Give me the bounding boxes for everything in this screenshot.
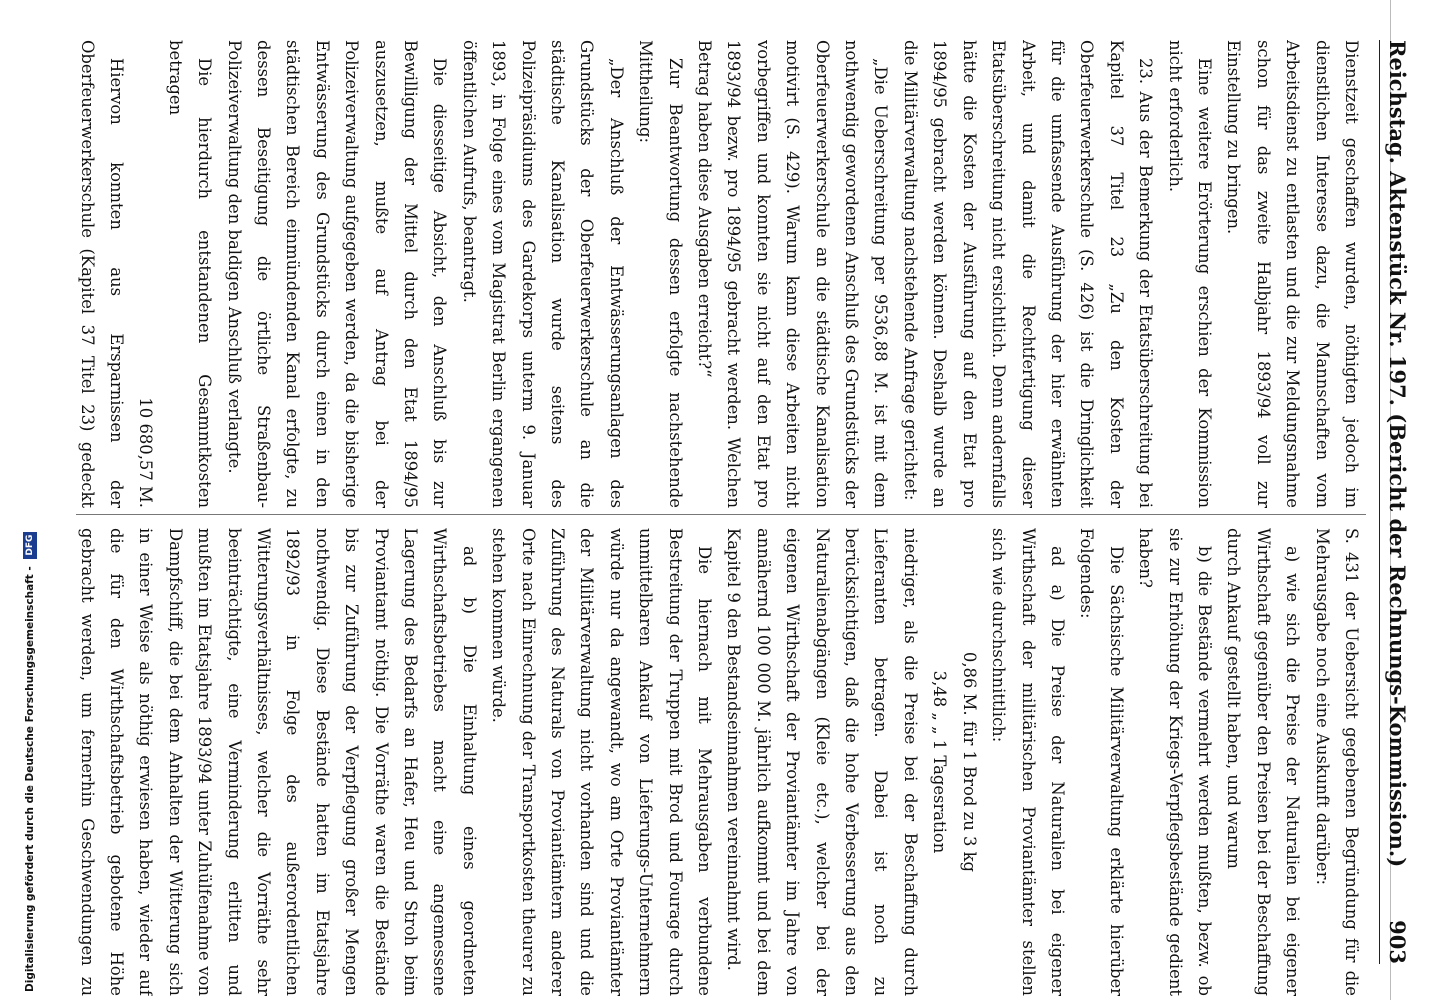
paragraph: Eine weitere Erörterung erschien der Kommission nicht erforderlich. — [1165, 40, 1214, 508]
paragraph: Dienstzeit geschaffen wurden, nöthigten jedoch im dienstlichen Interesse dazu, die Mannschaften vom Arbeitsdienst zu entlasten und die zur Meldungsnahme schon für das zweite Halbjahr 1893/94 voll zur Einstellung zu bringen. — [1224, 40, 1361, 508]
paragraph: 23. Aus der Bemerkung der Etatsüberschreitung bei Kapitel 37 Titel 23 „Zu den Kosten der Oberfeuerwerkerschule (S. 426) ist die Dringlichkeit für die umfassende Ausführung der hier erwähnten Arbeit, und damit die Rechtfertigung dieser Etatsüberschreitung nicht ersichtlich. Denn andernfalls hätte die Kosten der Ausführung auf den Etat pro 1894/95 gebracht werden können. Deshalb wurde an die Militärverwaltung nachstehende Anfrage gerichtet: — [900, 40, 1156, 508]
left-column — [66, 40, 1366, 508]
paragraph: Die Sächsische Militärverwaltung erklärte hierüber Folgendes: — [1077, 528, 1126, 996]
running-head-title: Reichstag. Aktenstück Nr. 197. (Bericht der Rechnungs-Kommission.) — [1385, 40, 1410, 868]
paragraph: ad b) Die Einhaltung eines geordneten Wirthschaftsbetriebes macht eine angemessene Lagerung des Bedarfs an Hafer, Heu und Stroh beim Proviantamt nöthig. Die Vorräthe waren die Bestände bis zur Zuführung der Verpflegung großer Mengen nothwendig. Diese Bestände hatten im Etatsjahre 1892/93 in Folge des außerordentlichen Witterungsverhältnisses, welcher die Vorräthe sehr beeinträchtigte, eine Verminderung erlitten und mußten im Etatsjahre 1893/94 unter Zuhülfenahme von Dampfschiff, die bei dem Anhalten der Witterung sich in einer Weise als nöthig erwiesen haben, wieder auf die für den Wirthschaftsbetrieb gebotene Höhe gebracht werden, um fernerhin Geschwendungen zu — [77, 528, 479, 996]
quoted-paragraph: „Die Ueberschreitung per 9536,88 M. ist mit dem nothwendig gewordenen Anschluß des Grundstücks der Oberfeuerwerkerschule an die städtische Kanalisation motivirt (S. 429). Warum kann diese Arbeiten nicht vorbegriffen und konnten sie nicht auf den Etat pro 1893/94 bezw. pro 1894/95 gebracht werden. Welchen Betrag haben diese Ausgaben erreicht?“ — [695, 40, 891, 508]
dfg-logo: DFG — [23, 532, 37, 559]
paragraph: Zur Beantwortung dessen erfolgte nachstehende Mittheilung: — [636, 40, 685, 508]
paragraph: Die diesseitige Absicht, den Anschluß bis zur Bewilligung der Mittel durch den Etat 1894/95 auszusetzen, mußte auf Antrag bei der Polizeiverwaltung aufgegeben werden, da die bisherige Entwässerung des Grundstücks durch einen in den städtischen Bereich einmündenden Kanal erfolgte, zu dessen Beseitigung die örtliche Straßenbau-Polizeiverwaltung den baldigen Anschluß verlangte. — [224, 40, 450, 508]
digitization-text: Digitalisierung gefördert durch die Deutsche Forschungsgemeinschaft - — [24, 566, 36, 992]
running-head — [1379, 40, 1414, 964]
amount-row-total — [131, 40, 160, 508]
paragraph: ad a) Die Preise der Naturalien bei eigener Wirthschaft der militärischen Proviantämter stellen sich wie durchschnittlich: — [989, 528, 1067, 996]
page-number: 903 — [1385, 920, 1410, 964]
right-column — [66, 528, 1366, 996]
paragraph: Hiervon konnten aus Ersparnissen der Oberfeuerwerkerschule (Kapitel 37 Titel 23) gedeckt — [77, 40, 126, 508]
price-line: 3,48 „ „ 1 Tagesration — [930, 670, 950, 854]
quoted-paragraph: „Der Anschluß der Entwässerungsanlagen des Grundstücks der Oberfeuerwerkerschule an die städtische Kanalisation wurde seitens des Polizeipräsidiums des Gardekorps unterm 9. Januar 1893, in Folge eines vom Magistrat Berlin ergangenen öffentlichen Aufrufs, beantragt. — [459, 40, 626, 508]
column-divider — [76, 514, 1366, 515]
list-item: a) wie sich die Preise der Naturalien bei eigener Wirthschaft gegenüber den Preisen bei der Beschaffung durch Ankauf gestellt haben, und warum — [1224, 528, 1303, 996]
list-item: b) die Bestände vermehrt werden mußten, bezw. ob sie zur Erhöhung der Kriegs-Verpflegsbestände gedient haben? — [1136, 528, 1214, 996]
paragraph: S. 431 der Uebersicht gegebenen Begründung für die Mehrausgabe noch eine Auskunft darüber: — [1312, 528, 1361, 996]
paragraph: Die hierdurch entstandenen Gesammtkosten betragen — [165, 40, 215, 508]
amount-total: 10 680,57 M. — [136, 397, 156, 508]
paragraph: Die hiernach mit Mehrausgaben verbundene Bestreitung der Truppen mit Brod und Fourage durch unmittelbaren Ankauf von Lieferungs-Unternehmern würde nur da angewandt, wo am Orte Proviantämter der Militärverwaltung nicht vorhanden sind und die Zuführung des Naturals von Proviantämtern anderer Orte nach Einrechnung der Transportkosten theurer zu stehen kommen würde. — [489, 528, 715, 996]
price-line: 0,86 M. für 1 Brod zu 3 kg — [959, 651, 979, 873]
paragraph: niedriger, als die Preise bei der Beschaffung durch Lieferanten betragen. Dabei ist noch zu berücksichtigen, daß die hohe Verbesserung aus den Naturalienabgängen (Kleie etc.), welcher bei der eigenen Wirthschaft der Proviantämter im Jahre von annähernd 100 000 M. jährlich aufkommt und bei dem Kapitel 9 den Bestandseinnahmen vereinnahmt wird. — [724, 528, 920, 996]
